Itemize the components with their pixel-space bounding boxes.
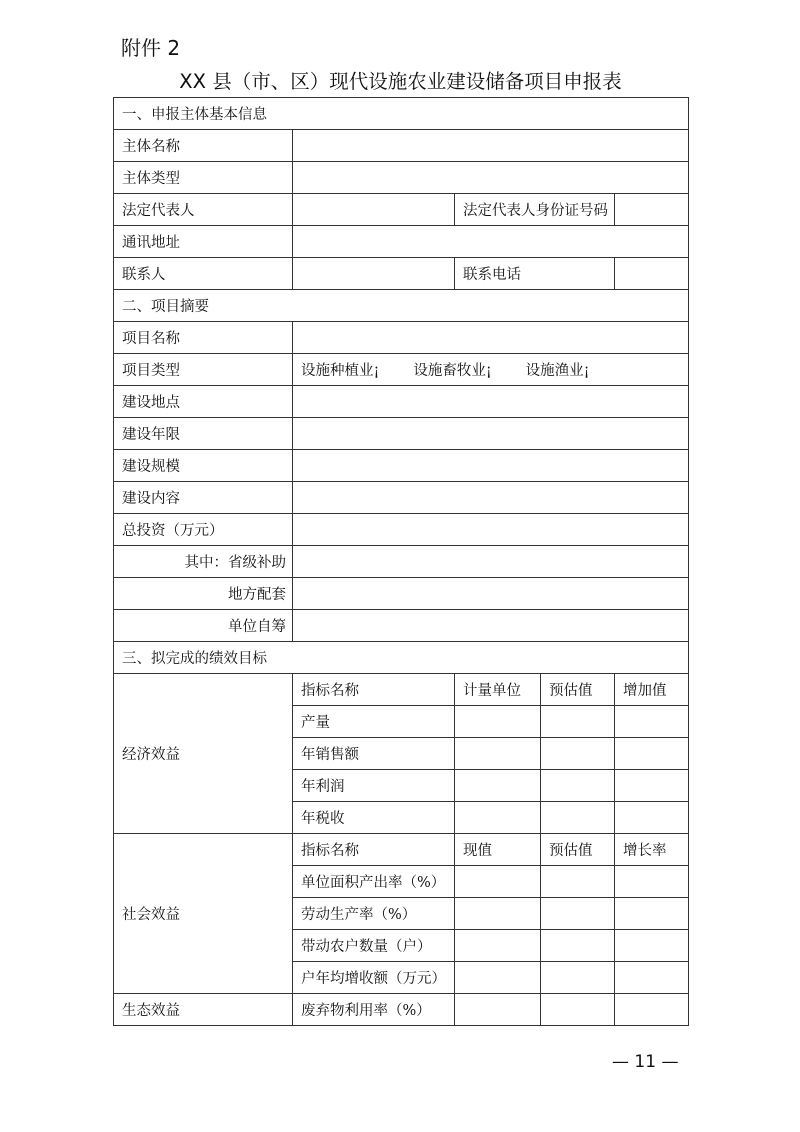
value-cell[interactable]	[455, 898, 541, 930]
location-input[interactable]	[293, 386, 689, 418]
legal-rep-input[interactable]	[293, 194, 455, 226]
value-cell[interactable]	[541, 706, 615, 738]
phone-input[interactable]	[615, 258, 689, 290]
field-label: 总投资（万元）	[114, 514, 293, 546]
field-label: 建设年限	[114, 418, 293, 450]
form-row	[114, 418, 689, 450]
economic-benefit-label: 经济效益	[114, 674, 293, 834]
table-row	[114, 994, 689, 1026]
value-cell[interactable]	[455, 930, 541, 962]
value-cell[interactable]	[455, 962, 541, 994]
local-matching-input[interactable]	[293, 578, 689, 610]
form-row	[114, 514, 689, 546]
value-cell[interactable]	[541, 930, 615, 962]
field-label: 建设规模	[114, 450, 293, 482]
indicator-name: 年销售额	[293, 738, 455, 770]
field-label: 通讯地址	[114, 226, 293, 258]
value-cell[interactable]	[541, 898, 615, 930]
indicator-name: 户年均增收额（万元）	[293, 962, 455, 994]
entity-type-input[interactable]	[293, 162, 689, 194]
field-label: 主体名称	[114, 130, 293, 162]
contact-input[interactable]	[293, 258, 455, 290]
value-cell[interactable]	[615, 802, 689, 834]
form-row	[114, 194, 689, 226]
indicator-name: 年利润	[293, 770, 455, 802]
provincial-subsidy-input[interactable]	[293, 546, 689, 578]
table-header-cell: 计量单位	[455, 674, 541, 706]
field-label: 单位自筹	[114, 610, 293, 642]
form-row	[114, 226, 689, 258]
form-row	[114, 354, 689, 386]
indicator-name: 带动农户数量（户）	[293, 930, 455, 962]
type-option-livestock-checkbox[interactable]: 设施畜牧业¡	[413, 363, 492, 379]
field-label: 联系人	[114, 258, 293, 290]
section-header-row	[114, 290, 689, 322]
value-cell[interactable]	[455, 994, 541, 1026]
content-input[interactable]	[293, 482, 689, 514]
value-cell[interactable]	[455, 770, 541, 802]
field-label: 建设内容	[114, 482, 293, 514]
field-label: 法定代表人身份证号码	[455, 194, 615, 226]
value-cell[interactable]	[455, 802, 541, 834]
value-cell[interactable]	[615, 738, 689, 770]
table-header-cell: 指标名称	[293, 834, 455, 866]
indicator-name: 产量	[293, 706, 455, 738]
form-row	[114, 610, 689, 642]
field-label: 地方配套	[114, 578, 293, 610]
table-row	[114, 834, 689, 866]
form-row	[114, 130, 689, 162]
field-label: 其中：省级补助	[114, 546, 293, 578]
form-row	[114, 386, 689, 418]
indicator-name: 劳动生产率（%）	[293, 898, 455, 930]
field-label: 法定代表人	[114, 194, 293, 226]
value-cell[interactable]	[615, 962, 689, 994]
value-cell[interactable]	[455, 706, 541, 738]
type-option-fishery-checkbox[interactable]: 设施渔业¡	[525, 363, 590, 379]
table-header-cell: 指标名称	[293, 674, 455, 706]
table-header-cell: 增加值	[615, 674, 689, 706]
value-cell[interactable]	[541, 994, 615, 1026]
field-label: 项目类型	[114, 354, 293, 386]
section-basic-heading: 一、申报主体基本信息	[114, 98, 689, 130]
address-input[interactable]	[293, 226, 689, 258]
table-header-cell: 预估值	[541, 834, 615, 866]
total-investment-input[interactable]	[293, 514, 689, 546]
attachment-label: 附件 2	[121, 36, 181, 60]
form-row	[114, 322, 689, 354]
period-input[interactable]	[293, 418, 689, 450]
value-cell[interactable]	[615, 898, 689, 930]
value-cell[interactable]	[541, 962, 615, 994]
section-header-row	[114, 642, 689, 674]
value-cell[interactable]	[541, 802, 615, 834]
scale-input[interactable]	[293, 450, 689, 482]
section-summary-heading: 二、项目摘要	[114, 290, 689, 322]
value-cell[interactable]	[615, 866, 689, 898]
value-cell[interactable]	[615, 994, 689, 1026]
value-cell[interactable]	[615, 770, 689, 802]
table-header-cell: 预估值	[541, 674, 615, 706]
section-header-row	[114, 98, 689, 130]
indicator-name: 单位面积产出率（%）	[293, 866, 455, 898]
form-row	[114, 258, 689, 290]
form-title: XX 县（市、区）现代设施农业建设储备项目申报表	[179, 70, 622, 93]
social-benefit-label: 社会效益	[114, 834, 293, 994]
field-label: 联系电话	[455, 258, 615, 290]
table-header-cell: 增长率	[615, 834, 689, 866]
value-cell[interactable]	[615, 706, 689, 738]
value-cell[interactable]	[541, 866, 615, 898]
legal-rep-id-input[interactable]	[615, 194, 689, 226]
form-row	[114, 162, 689, 194]
value-cell[interactable]	[455, 738, 541, 770]
table-header-cell: 现值	[455, 834, 541, 866]
form-row	[114, 578, 689, 610]
value-cell[interactable]	[541, 770, 615, 802]
page-number: — 11 —	[612, 1052, 679, 1072]
ecological-benefit-label: 生态效益	[114, 994, 293, 1026]
entity-name-input[interactable]	[293, 130, 689, 162]
self-raised-input[interactable]	[293, 610, 689, 642]
application-form-table	[113, 97, 689, 1026]
value-cell[interactable]	[615, 930, 689, 962]
value-cell[interactable]	[541, 738, 615, 770]
project-type-options	[293, 354, 689, 386]
indicator-name: 废弃物利用率（%）	[293, 994, 455, 1026]
form-row	[114, 546, 689, 578]
form-row	[114, 482, 689, 514]
project-name-input[interactable]	[293, 322, 689, 354]
type-option-planting-checkbox[interactable]: 设施种植业¡	[301, 363, 380, 379]
table-row	[114, 674, 689, 706]
indicator-name: 年税收	[293, 802, 455, 834]
section-goals-heading: 三、拟完成的绩效目标	[114, 642, 689, 674]
field-label: 主体类型	[114, 162, 293, 194]
field-label: 建设地点	[114, 386, 293, 418]
form-row	[114, 450, 689, 482]
value-cell[interactable]	[455, 866, 541, 898]
field-label: 项目名称	[114, 322, 293, 354]
